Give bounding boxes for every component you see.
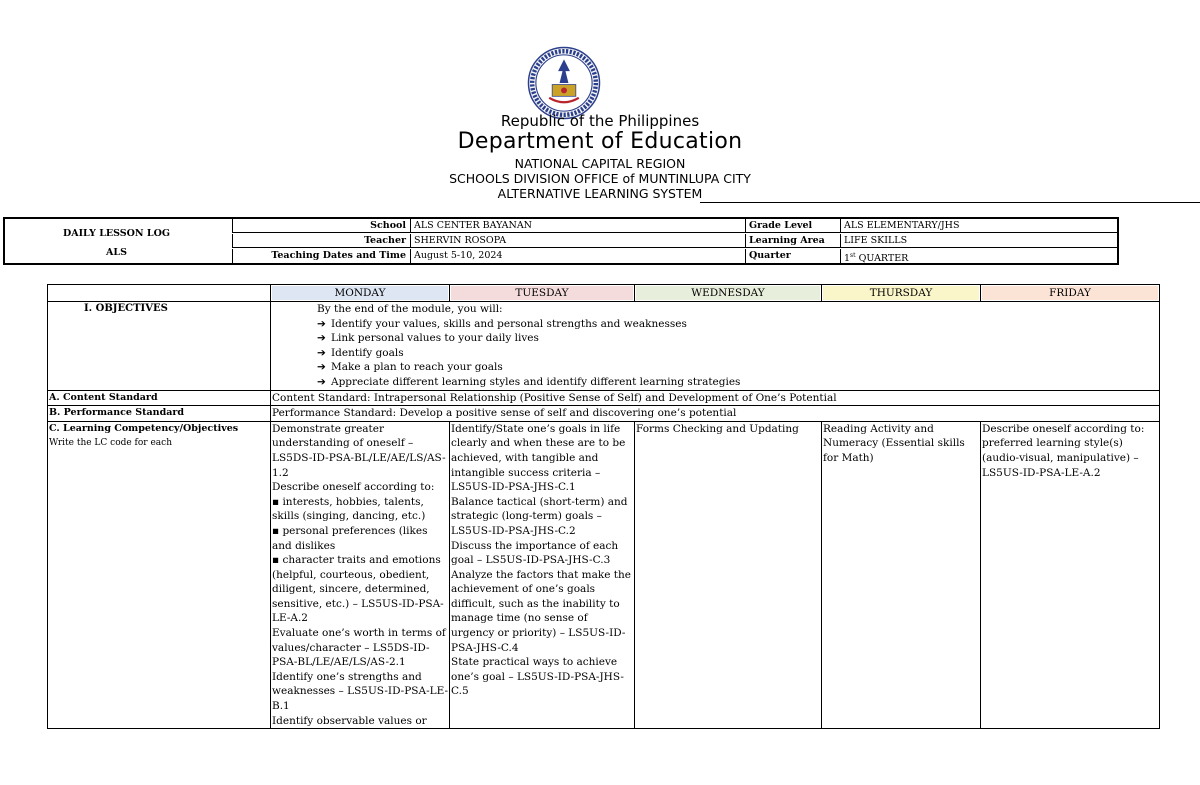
- objectives-label: I. OBJECTIVES: [48, 302, 271, 391]
- competency-line: Evaluate one’s worth in terms of values/character – LS5DS-ID-PSA-BL/LE/AE/LS/AS-2.1: [272, 627, 446, 669]
- target-bullet-icon: ➔: [317, 317, 326, 330]
- competency-line: Analyze the factors that make the achievement of one’s goals difficult, such as the inability to manage time (no sense of urgency or priority) – LS5US-ID-PSA-JHS-C.4: [451, 568, 631, 654]
- content-standard-label: A. Content Standard: [48, 390, 271, 406]
- deped-seal-icon: [527, 46, 601, 120]
- objective-item-text: Identify your values, skills and personal strengths and weaknesses: [331, 317, 687, 330]
- header-divider: [700, 202, 1200, 203]
- learning-competency-label: C. Learning Competency/Objectives: [49, 422, 239, 434]
- competency-line: Describe oneself according to:: [272, 481, 435, 494]
- competency-line: Identify one’s strengths and weaknesses – LS5US-ID-PSA-LE-B.1: [272, 670, 449, 713]
- competency-line: ▪ personal preferences (likes and dislikes: [272, 524, 428, 552]
- lc-thursday: Reading Activity and Numeracy (Essential skills for Math): [822, 421, 981, 728]
- competency-line: Demonstrate greater understanding of oneself – LS5DS-ID-PSA-BL/LE/AE/LS/AS-1.2: [272, 422, 446, 479]
- quarter-label: Quarter: [745, 249, 840, 263]
- day-thursday-label: THURSDAY: [823, 286, 979, 300]
- quarter-suffix: st: [850, 252, 856, 259]
- competency-line: Identify/State one’s goals in life clearly and when these are to be achieved, with tangible and intangible success criteria – LS5US-ID-PSA-JHS-C.1: [451, 422, 626, 494]
- day-friday: [981, 285, 1160, 302]
- target-bullet-icon: ➔: [317, 375, 326, 388]
- als-title: ALS: [106, 247, 127, 258]
- dates-value: August 5-10, 2024: [410, 249, 745, 263]
- teacher-label: Teacher: [232, 234, 410, 248]
- republic-title: Republic of the Philippines: [500, 112, 700, 130]
- region-title: NATIONAL CAPITAL REGION: [514, 156, 686, 171]
- learning-competency-row: [48, 421, 1160, 728]
- quarter-value: [840, 249, 1118, 263]
- objective-item-text: Link personal values to your daily lives: [331, 332, 539, 345]
- competency-line: ▪ interests, hobbies, talents, skills (singing, dancing, etc.): [272, 495, 426, 523]
- system-title: ALTERNATIVE LEARNING SYSTEM: [497, 186, 703, 201]
- school-label: School: [232, 219, 410, 233]
- objective-item: [317, 360, 1158, 375]
- lc-tuesday: [450, 421, 635, 728]
- objective-item: [317, 331, 1158, 346]
- target-bullet-icon: ➔: [317, 346, 326, 359]
- lesson-log-info: [3, 217, 1119, 265]
- performance-standard-row: [48, 406, 1160, 422]
- objectives-intro: By the end of the module, you will:: [317, 303, 503, 315]
- competency-line: Balance tactical (short-term) and strategic (long-term) goals – LS5US-ID-PSA-JHS-C.2: [451, 495, 628, 537]
- content-standard-row: [48, 390, 1160, 406]
- lc-wednesday: Forms Checking and Updating: [635, 421, 822, 728]
- competency-line: State practical ways to achieve one’s goal – LS5US-ID-PSA-JHS-C.5: [451, 656, 624, 698]
- target-bullet-icon: ➔: [317, 361, 326, 374]
- info-row-teacher: [232, 234, 1118, 249]
- day-tuesday: [450, 285, 635, 302]
- dates-label: Teaching Dates and Time: [232, 249, 410, 263]
- performance-standard-text: Performance Standard: Develop a positive sense of self and discovering one’s potential: [271, 406, 1160, 422]
- day-monday: [271, 285, 450, 302]
- info-row-school: [232, 219, 1118, 234]
- grade-level-value: ALS ELEMENTARY/JHS: [840, 219, 1118, 233]
- competency-line: Identify observable values or: [272, 714, 427, 727]
- quarter-number: 1: [844, 253, 851, 263]
- days-header-blank: [48, 285, 271, 302]
- learning-competency-note: Write the LC code for each: [49, 438, 173, 449]
- day-wednesday: [635, 285, 822, 302]
- day-tuesday-label: TUESDAY: [451, 286, 633, 300]
- lesson-plan-table: [47, 284, 1160, 729]
- days-header-row: [48, 285, 1160, 302]
- school-value: ALS CENTER BAYANAN: [410, 219, 745, 233]
- performance-standard-label: B. Performance Standard: [48, 406, 271, 422]
- day-thursday: [822, 285, 981, 302]
- learning-area-value: LIFE SKILLS: [840, 234, 1118, 248]
- department-title: Department of Education: [457, 129, 743, 154]
- teacher-value: SHERVIN ROSOPA: [410, 234, 745, 248]
- day-friday-label: FRIDAY: [982, 286, 1158, 300]
- lc-monday: [271, 421, 450, 728]
- objective-item-text: Make a plan to reach your goals: [331, 361, 503, 374]
- competency-line: Discuss the importance of each goal – LS5US-ID-PSA-JHS-C.3: [451, 539, 619, 567]
- day-wednesday-label: WEDNESDAY: [636, 286, 820, 300]
- daily-lesson-log-title: DAILY LESSON LOG: [63, 228, 170, 239]
- learning-competency-label-cell: [48, 421, 271, 728]
- objectives-row: [48, 302, 1160, 391]
- division-title: SCHOOLS DIVISION OFFICE of MUNTINLUPA CITY: [449, 171, 751, 186]
- learning-area-label: Learning Area: [745, 234, 840, 248]
- objective-item: [317, 375, 1158, 390]
- competency-line: ▪ character traits and emotions (helpful, courteous, obedient, diligent, sincere, determined, sensitive, etc.) – LS5US-ID-PSA-LE-A.2: [272, 554, 444, 625]
- lc-friday: Describe oneself according to: preferred learning style(s) (audio-visual, manipulative) – LS5US-ID-PSA-LE-A.2: [981, 421, 1160, 728]
- quarter-word: QUARTER: [855, 253, 909, 263]
- day-monday-label: MONDAY: [272, 286, 448, 300]
- objective-item: [317, 317, 1158, 332]
- target-bullet-icon: ➔: [317, 332, 326, 345]
- objectives-list: [317, 317, 1158, 390]
- objective-item-text: Appreciate different learning styles and identify different learning strategies: [331, 375, 741, 388]
- content-standard-text: Content Standard: Intrapersonal Relationship (Positive Sense of Self) and Development of One’s Potential: [271, 390, 1160, 406]
- info-row-dates: [232, 249, 1118, 264]
- objectives-content: [271, 302, 1160, 391]
- objective-item: [317, 346, 1158, 361]
- objective-item-text: Identify goals: [331, 346, 404, 359]
- grade-level-label: Grade Level: [745, 219, 840, 233]
